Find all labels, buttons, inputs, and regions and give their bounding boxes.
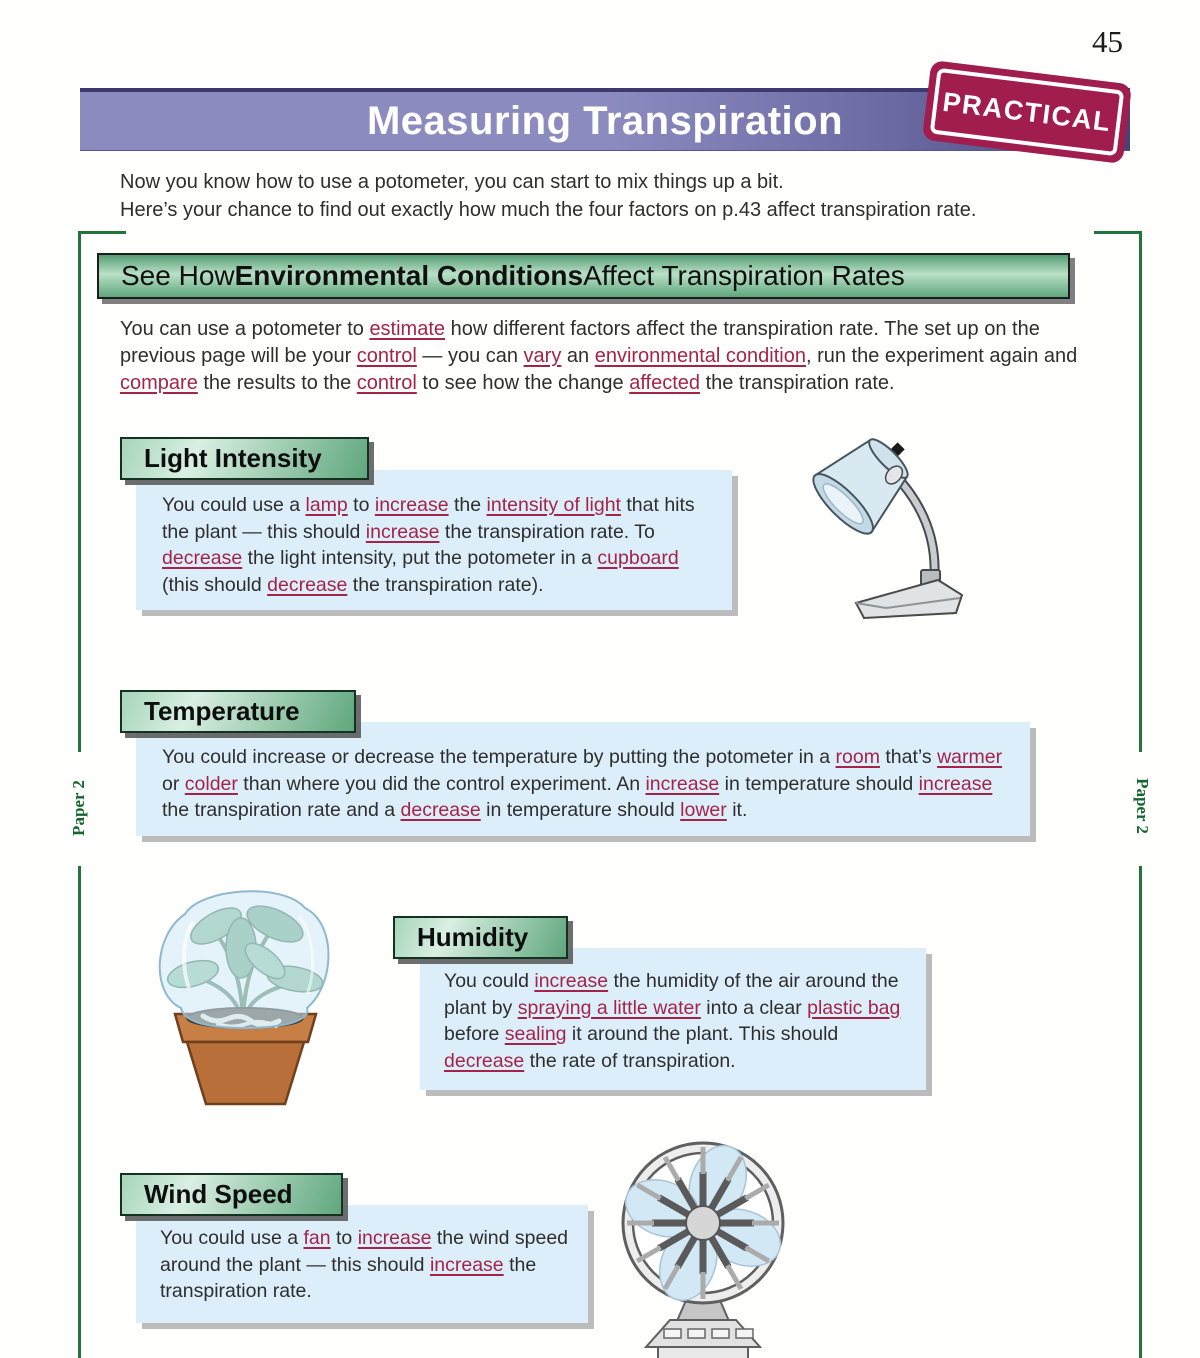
bracket-top-right-tick — [1094, 231, 1142, 234]
keyword: intensity of light — [486, 494, 621, 516]
practical-stamp-label: PRACTICAL — [941, 86, 1114, 137]
bracket-top-left-tick — [78, 231, 126, 234]
bracket-left-lower — [78, 866, 81, 1358]
keyword: spraying a little water — [517, 996, 701, 1019]
bracket-left-upper — [78, 231, 81, 752]
keyword: environmental condition — [594, 345, 806, 367]
paper-label-right: Paper 2 — [1133, 778, 1152, 834]
keyword: sealing — [504, 1023, 567, 1045]
section-heading — [97, 253, 1070, 299]
keyword: increase — [918, 772, 993, 795]
keyword: compare — [120, 372, 198, 394]
keyword: increase — [357, 1227, 432, 1249]
factor-panel-humidity: You could increase the humidity of the air around the plant by spraying a little water into a clear plastic bag before sealing it around the plant. This should decrease the rate of transpiration. — [420, 948, 926, 1090]
keyword: control — [356, 372, 417, 394]
section-heading-bold: Environmental Conditions — [234, 260, 584, 291]
keyword: room — [835, 746, 880, 768]
factor-label-wind-speed-text: Wind Speed — [144, 1179, 293, 1209]
keyword: affected — [629, 372, 701, 394]
factor-label-humidity-text: Humidity — [417, 922, 529, 952]
factor-label-wind-speed — [120, 1173, 343, 1216]
keyword: plastic bag — [807, 996, 901, 1019]
section-heading-suffix: Affect Transpiration Rates — [583, 260, 905, 291]
bracket-right-upper — [1139, 231, 1142, 752]
paper-label-left: Paper 2 — [69, 780, 88, 836]
keyword: decrease — [400, 799, 481, 821]
keyword: lamp — [305, 494, 348, 516]
keyword: decrease — [162, 547, 243, 569]
keyword: warmer — [937, 746, 1003, 768]
intro-line-2: Here’s your chance to find out exactly how much the four factors on p.43 affect transpiration rate. — [120, 199, 977, 221]
keyword: estimate — [369, 318, 446, 340]
factor-panel-wind-speed: You could use a fan to increase the wind speed around the plant — this should increase the transpiration rate. — [136, 1205, 588, 1323]
keyword: control — [356, 345, 417, 367]
page-number: 45 — [1092, 24, 1123, 59]
keyword: increase — [365, 520, 440, 543]
keyword: vary — [523, 345, 562, 367]
factor-panel-temperature: You could increase or decrease the temperature by putting the potometer in a room that’s warmer or colder than where you did the control experiment. An increase in temperature should increase the transpiration rate and a decrease in temperature should lower it. — [136, 722, 1030, 836]
bracket-right-lower — [1139, 866, 1142, 1358]
intro-text — [120, 168, 1120, 224]
section-paragraph: You can use a potometer to estimate how different factors affect the transpiration rate. The set up on the previous page will be your control — you can vary an environmental condition, run the experiment again and compare the results to the control to see how the change affected the transpiration rate. — [120, 318, 1078, 394]
keyword: lower — [680, 799, 727, 821]
factor-label-temperature — [120, 690, 356, 733]
fan-illustration — [588, 1128, 850, 1358]
keyword: colder — [184, 772, 238, 795]
intro-line-1: Now you know how to use a potometer, you can start to mix things up a bit. — [120, 171, 784, 193]
keyword: cupboard — [597, 547, 679, 569]
keyword: increase — [374, 494, 449, 516]
keyword: increase — [429, 1253, 504, 1276]
factor-panel-light-intensity: You could use a lamp to increase the intensity of light that hits the plant — this should increase the transpiration rate. To decrease the light intensity, put the potometer in a cupboard (this should decrease the transpiration rate). — [136, 470, 732, 610]
factor-label-light-intensity — [120, 437, 369, 480]
factor-label-light-intensity-text: Light Intensity — [144, 443, 322, 473]
keyword: increase — [645, 772, 720, 795]
keyword: decrease — [267, 573, 348, 596]
plant-in-bag-illustration — [123, 866, 368, 1108]
lamp-illustration — [785, 412, 995, 627]
factor-label-temperature-text: Temperature — [144, 696, 300, 726]
keyword: decrease — [444, 1049, 525, 1072]
keyword: increase — [534, 970, 609, 992]
factor-label-humidity — [393, 916, 568, 959]
section-heading-prefix: See How — [121, 260, 235, 291]
page-title: Measuring Transpiration — [366, 98, 844, 143]
keyword: fan — [303, 1227, 331, 1249]
